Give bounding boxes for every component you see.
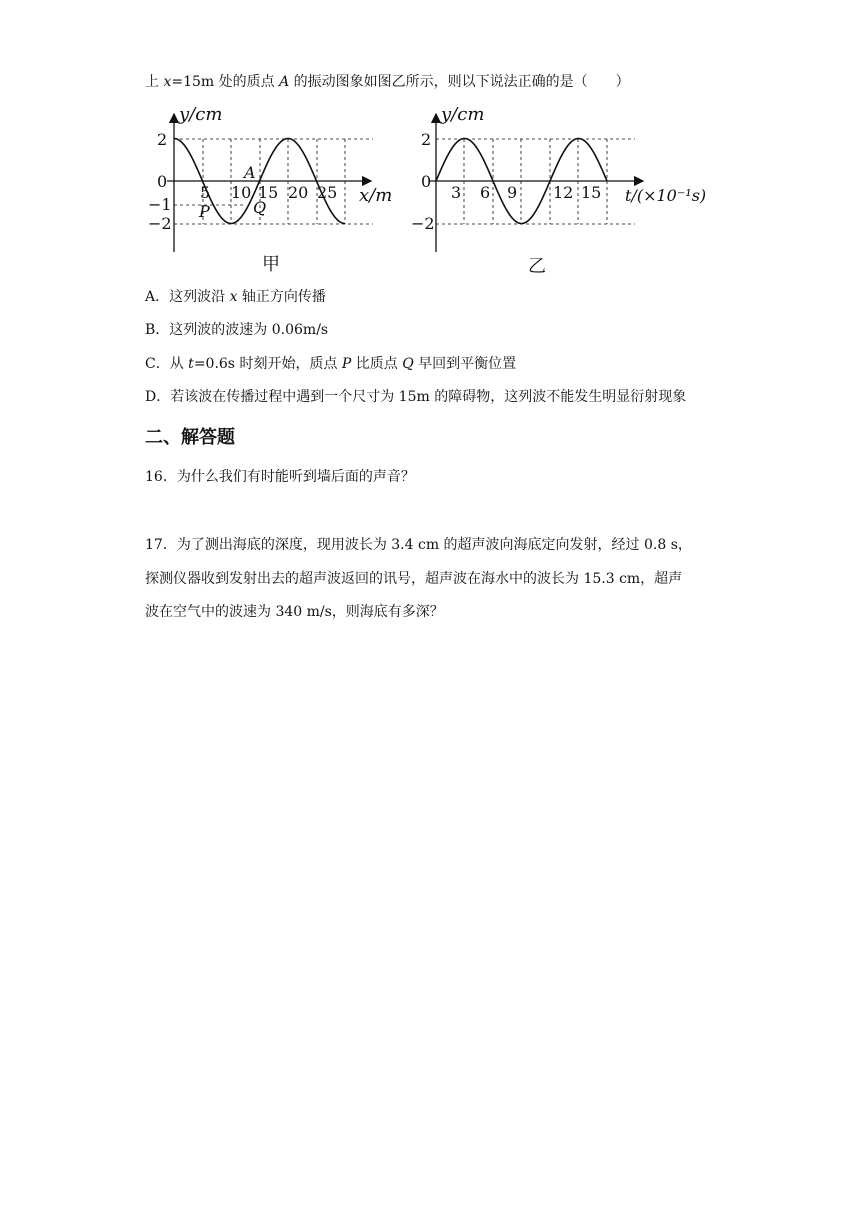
option-a bbox=[145, 287, 326, 307]
chart-yi-xtick-9: 9 bbox=[507, 183, 518, 202]
option-c-var-t: t bbox=[188, 356, 194, 372]
chart-yi-ytick-2: 2 bbox=[421, 130, 432, 149]
option-a-var-x: x bbox=[229, 289, 238, 305]
option-c-var-Q: Q bbox=[402, 356, 414, 372]
chart-jia-xtick-25: 25 bbox=[317, 183, 338, 202]
chart-yi-ylabel: y/cm bbox=[441, 104, 485, 125]
chart-jia-ytick-2: 2 bbox=[157, 130, 168, 149]
option-a-text-2: 轴正方向传播 bbox=[237, 289, 326, 305]
option-d bbox=[145, 387, 686, 407]
question-17-line-1: 17．为了测出海底的深度，现用波长为 3.4 cm 的超声波向海底定向发射，经过 0.8 s， bbox=[145, 537, 692, 553]
intro-text-3: 的振动图象如图乙所示，则以下说法正确的是（ ） bbox=[289, 74, 630, 90]
chart-jia-xtick-20: 20 bbox=[288, 183, 309, 202]
chart-jia bbox=[148, 104, 392, 275]
chart-jia-xtick-10: 10 bbox=[231, 183, 252, 202]
question-17-line-2: 探测仪器收到发射出去的超声波返回的讯号，超声波在海水中的波长为 15.3 cm，超声 bbox=[145, 571, 683, 587]
question-17-line-3: 波在空气中的波速为 340 m/s，则海底有多深？ bbox=[145, 604, 444, 620]
wave-figures bbox=[145, 100, 725, 280]
chart-jia-ytick-neg1: −1 bbox=[148, 195, 172, 214]
chart-yi-xlabel: t/(×10⁻¹s) bbox=[625, 186, 707, 205]
option-d-text: 若该波在传播过程中遇到一个尺寸为 15m 的障碍物，这列波不能发生明显衍射现象 bbox=[170, 389, 687, 405]
chart-yi-xtick-12: 12 bbox=[553, 183, 574, 202]
chart-yi-ytick-neg2: −2 bbox=[411, 214, 435, 233]
chart-jia-ytick-0: 0 bbox=[157, 172, 168, 191]
chart-jia-xtick-5: 5 bbox=[200, 183, 211, 202]
chart-yi-ytick-0: 0 bbox=[421, 172, 432, 191]
chart-jia-xlabel: x/m bbox=[359, 185, 393, 206]
question-16: 16．为什么我们有时能听到墙后面的声音？ bbox=[145, 469, 415, 485]
chart-jia-point-P: P bbox=[199, 202, 210, 221]
var-x: x bbox=[163, 74, 172, 90]
option-c-text-3: 比质点 bbox=[351, 356, 403, 372]
chart-yi-xtick-3: 3 bbox=[451, 183, 462, 202]
chart-yi bbox=[411, 104, 706, 277]
option-c-text-1: 从 bbox=[169, 356, 189, 372]
option-b-text: 这列波的波速为 0.06m/s bbox=[169, 322, 329, 338]
option-b-label: B． bbox=[145, 322, 170, 338]
intro-text-2: =15m 处的质点 bbox=[171, 74, 280, 90]
option-c-text-4: 早回到平衡位置 bbox=[413, 356, 517, 372]
chart-jia-caption: 甲 bbox=[262, 254, 280, 275]
chart-jia-point-A: A bbox=[244, 163, 256, 182]
chart-yi-xtick-15: 15 bbox=[581, 183, 602, 202]
option-a-text-1: 这列波沿 bbox=[169, 289, 230, 305]
section-heading: 二、解答题 bbox=[145, 427, 235, 448]
question-intro bbox=[145, 72, 630, 92]
chart-jia-xtick-15: 15 bbox=[258, 183, 279, 202]
var-A: A bbox=[279, 74, 290, 90]
option-c-label: C． bbox=[145, 356, 170, 372]
chart-jia-ytick-neg2: −2 bbox=[148, 214, 172, 233]
option-b bbox=[145, 320, 328, 340]
chart-jia-point-Q: Q bbox=[253, 198, 267, 217]
option-d-label: D． bbox=[145, 389, 171, 405]
option-a-label: A． bbox=[145, 289, 170, 305]
chart-yi-caption: 乙 bbox=[528, 256, 546, 277]
option-c-text-2: =0.6s 时刻开始，质点 bbox=[193, 356, 342, 372]
option-c-var-P: P bbox=[341, 356, 352, 372]
option-c bbox=[145, 354, 516, 374]
chart-jia-ylabel: y/cm bbox=[179, 104, 223, 125]
intro-text-1: 上 bbox=[145, 74, 164, 90]
chart-yi-xtick-6: 6 bbox=[480, 183, 491, 202]
